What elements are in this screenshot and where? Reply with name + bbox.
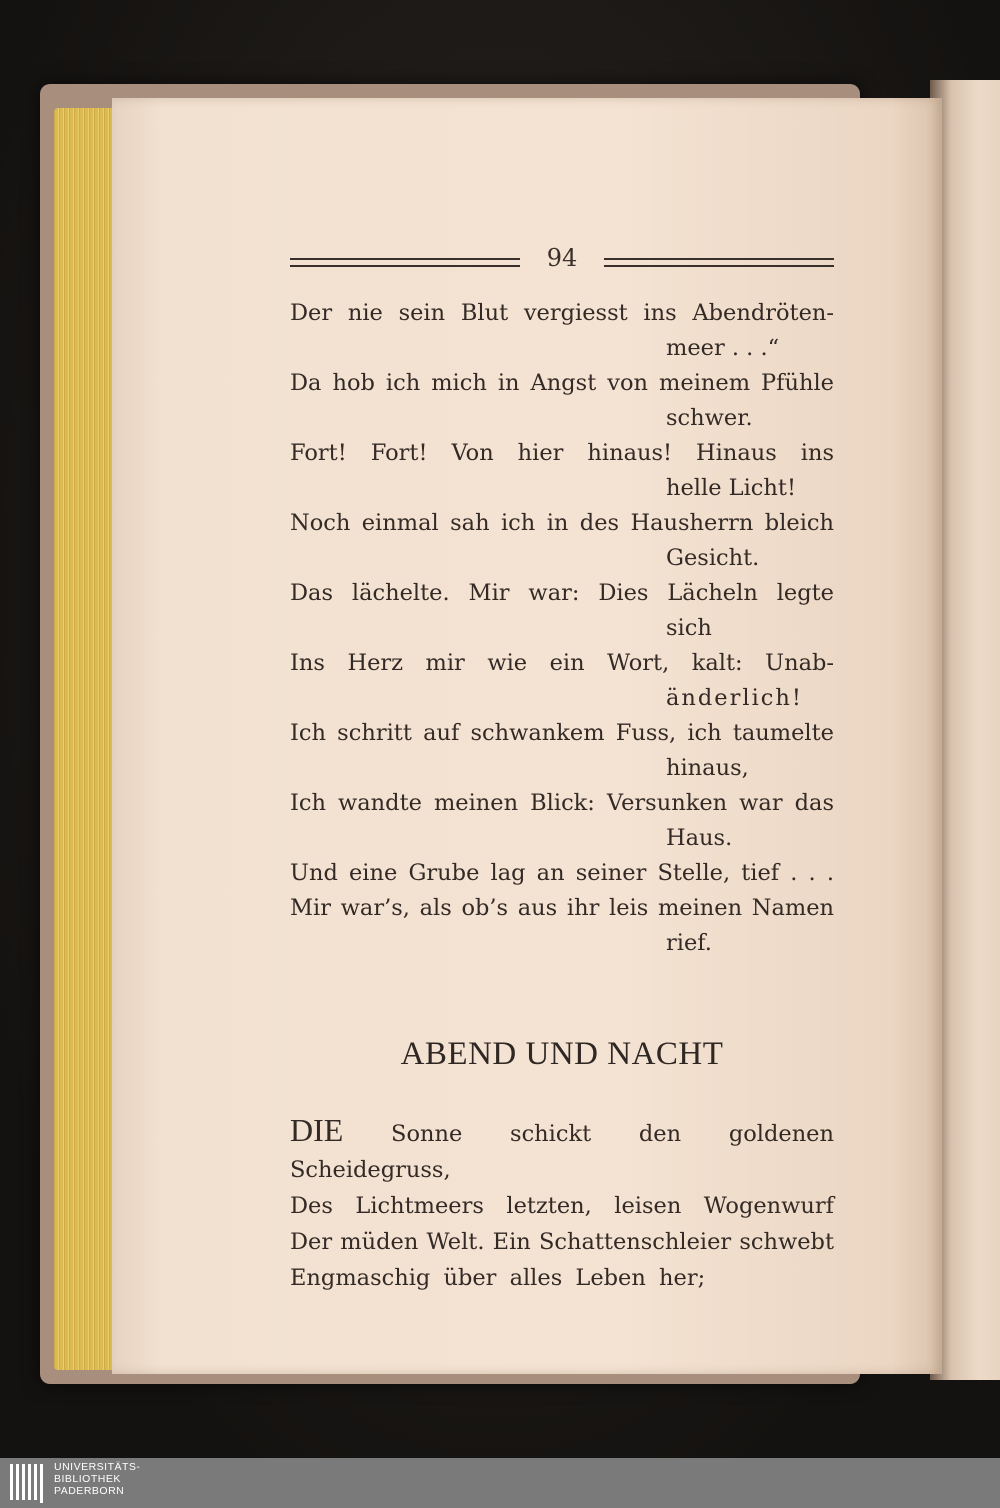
poem-line-continuation: Haus.	[666, 825, 733, 851]
poem-line-continuation: rief.	[666, 930, 712, 956]
poem-line-continuation: meer . . .“	[666, 335, 780, 361]
section-title: ABEND UND NACHT	[400, 1036, 724, 1072]
page-number: 94	[546, 244, 578, 272]
poem-line: Da hob ich mich in Angst von meinem Pfühle	[290, 370, 834, 396]
poem-line-continuation: helle Licht!	[666, 475, 796, 501]
header-rule-right	[604, 258, 834, 267]
logo-line: UNIVERSITÄTS-	[54, 1461, 141, 1473]
poem-line: Fort! Fort! Von hier hinaus! Hinaus ins	[290, 440, 834, 466]
poem-line-continuation: schwer.	[666, 405, 753, 431]
poem-line: Der nie sein Blut vergiesst ins Abendröten-	[290, 300, 834, 326]
poem-line: Ich schritt auf schwankem Fuss, ich taumelte	[290, 720, 834, 746]
poem-line: Des Lichtmeers letzten, leisen Wogenwurf	[290, 1193, 834, 1219]
poem-line: Und eine Grube lag an seiner Stelle, tief . . .	[290, 860, 834, 886]
poem-line: Engmaschig über alles Leben her;	[290, 1265, 706, 1291]
logo-line: BIBLIOTHEK	[54, 1473, 121, 1485]
footer-bar	[0, 1458, 1000, 1508]
logo-line: PADERBORN	[54, 1485, 125, 1497]
poem-line	[290, 1112, 834, 1188]
poem-line: Mir war’s, als ob’s aus ihr leis meinen Namen	[290, 895, 834, 921]
poem-block	[290, 296, 834, 961]
poem-line-continuation: Gesicht.	[666, 545, 760, 571]
poem-line-continuation: hinaus,	[666, 755, 749, 781]
poem-line-continuation: änderlich!	[666, 685, 803, 711]
page-header	[290, 244, 834, 280]
poem-line-rest: Sonne schickt den goldenen Scheidegruss,	[290, 1121, 834, 1183]
poem-line: Der müden Welt. Ein Schattenschleier schwebt	[290, 1229, 834, 1255]
library-logo-icon	[8, 1462, 48, 1504]
poem-line: Noch einmal sah ich in des Hausherrn bleich	[290, 510, 834, 536]
poem-line-continuation: sich	[666, 615, 712, 641]
library-logo-text	[54, 1461, 140, 1497]
drop-initial: DIE	[290, 1112, 344, 1148]
second-poem	[290, 1112, 834, 1296]
poem-line: Ich wandte meinen Blick: Versunken war das	[290, 790, 834, 816]
poem-line: Das lächelte. Mir war: Dies Lächeln legte	[290, 580, 834, 606]
poem-line: Ins Herz mir wie ein Wort, kalt: Unab-	[290, 650, 834, 676]
